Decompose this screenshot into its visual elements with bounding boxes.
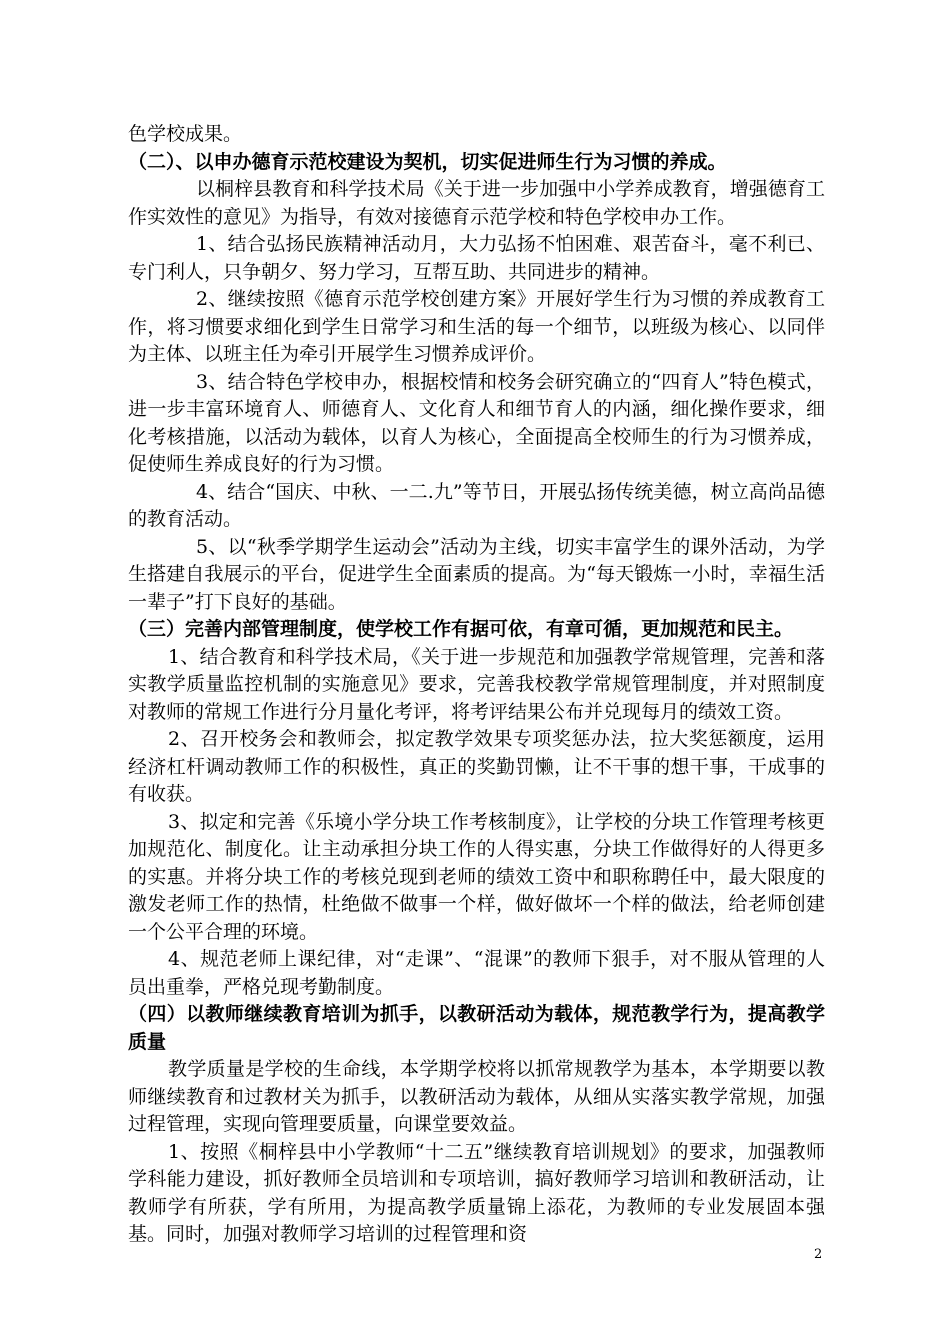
paragraph: 4、结合“国庆、中秋、一二.九”等节日，开展弘扬传统美德，树立高尚品德的教育活动。 [128, 480, 825, 530]
paragraph: 1、结合教育和科学技术局，《关于进一步规范和加强教学常规管理，完善和落实教学质量监控机制的实施意见》要求，完善我校教学常规管理制度，并对照制度对教师的常规工作进行分月量化考评，将考评结果公布并兑现每月的绩效工资。 [128, 645, 825, 723]
paragraph: 2、召开校务会和教师会，拟定教学效果专项奖惩办法，拉大奖惩额度，运用经济杠杆调动教师工作的积极性，真正的奖勤罚懒，让不干事的想干事，干成事的有收获。 [128, 728, 825, 805]
paragraph: 2、继续按照《德育示范学校创建方案》开展好学生行为习惯的养成教育工作，将习惯要求细化到学生日常学习和生活的每一个细节，以班级为核心、以同伴为主体、以班主任为牵引开展学生习惯养成评价。 [128, 288, 825, 365]
section-heading: （三）完善内部管理制度，使学校工作有据可依，有章可循，更加规范和民主。 [128, 618, 794, 640]
paragraph: 1、结合弘扬民族精神活动月，大力弘扬不怕困难、艰苦奋斗，毫不利已、专门利人，只争朝夕、努力学习，互帮互助、共同进步的精神。 [128, 233, 825, 283]
paragraph: 5、以“秋季学期学生运动会”活动为主线，切实丰富学生的课外活动，为学生搭建自我展示的平台，促进学生全面素质的提高。为“每天锻炼一小时，幸福生活一辈子”打下良好的基础。 [128, 535, 825, 613]
paragraph: 3、拟定和完善《乐境小学分块工作考核制度》，让学校的分块工作管理考核更加规范化、制度化。让主动承担分块工作的人得实惠，分块工作做得好的人得更多的实惠。并将分块工作的考核兑现到老师的绩效工资中和职称聘任中，最大限度的激发老师工作的热情，杜绝做不做事一个样，做好做坏一个样的做法，给老师创建一个公平合理的环境。 [128, 810, 825, 943]
intro-line: 色学校成果。 [128, 123, 243, 145]
section-heading: （四）以教师继续教育培训为抓手，以教研活动为载体，规范教学行为，提高教学质量 [128, 1003, 825, 1053]
paragraph: 教学质量是学校的生命线，本学期学校将以抓常规教学为基本，本学期要以教师继续教育和过教材关为抓手，以教研活动为载体，从细从实落实教学常规，加强过程管理，实现向管理要质量，向课堂要效益。 [128, 1058, 825, 1135]
paragraph: 1、按照《桐梓县中小学教师“十二五”继续教育培训规划》的要求，加强教师学科能力建设，抓好教师全员培训和专项培训，搞好教师学习培训和教研活动，让教师学有所获，学有所用，为提高教学质量锦上添花，为教师的专业发展固本强基。同时，加强对教师学习培训的过程管理和资 [128, 1140, 825, 1245]
paragraph: 3、结合特色学校申办，根据校情和校务会研究确立的“四育人”特色模式，进一步丰富环境育人、师德育人、文化育人和细节育人的内涵，细化操作要求，细化考核措施，以活动为载体，以育人为核心，全面提高全校师生的行为习惯养成，促使师生养成良好的行为习惯。 [128, 370, 825, 475]
paragraph: 4、规范老师上课纪律，对“走课”、“混课”的教师下狠手，对不服从管理的人员出重拳，严格兑现考勤制度。 [128, 948, 825, 998]
section-heading: （二）、以申办德育示范校建设为契机，切实促进师生行为习惯的养成。 [128, 150, 727, 173]
page-number: 2 [814, 1247, 823, 1262]
body-text [128, 121, 825, 1249]
paragraph: 以桐梓县教育和科学技术局《关于进一步加强中小学养成教育，增强德育工作实效性的意见》为指导，有效对接德育示范学校和特色学校申办工作。 [128, 178, 825, 228]
